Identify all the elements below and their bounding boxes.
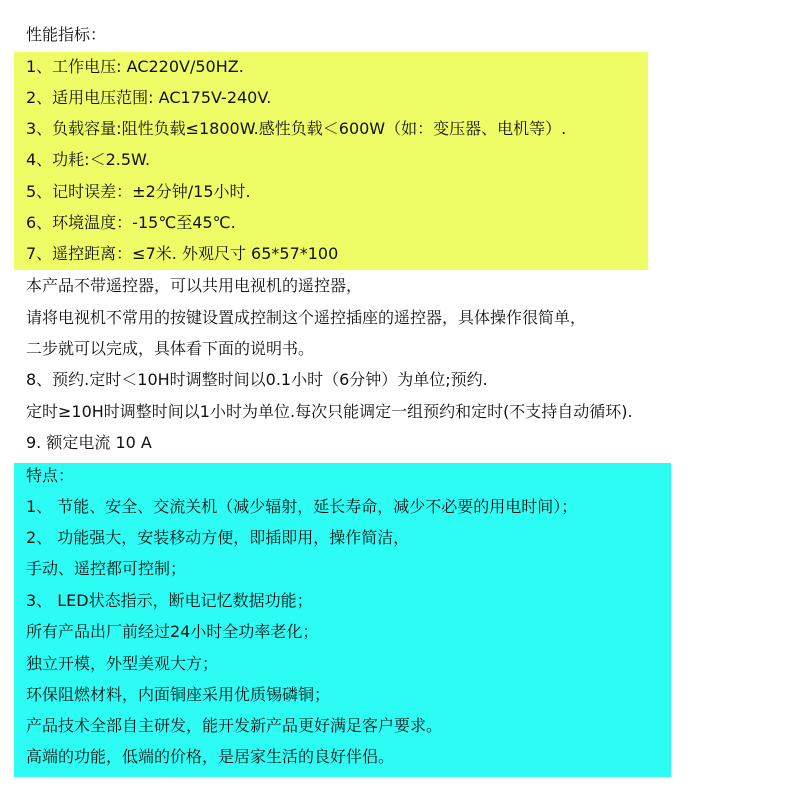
feature-line-7: 环保阻燃材料，内面铜座采用优质锡磷铜； [26,685,331,704]
spec-line-5: 5、记时误差：±2分钟/15小时. [26,182,251,201]
note-line-3: 二步就可以完成，具体看下面的说明书。 [26,339,315,358]
note-line-1: 本产品不带遥控器，可以共用电视机的遥控器， [26,276,363,295]
spec-line-3: 3、负载容量:阻性负载≤1800W.感性负载＜600W（如：变压器、电机等）. [26,119,567,138]
spec-line-7: 7、遥控距离：≤7米. 外观尺寸 65*57*100 [26,244,339,263]
feature-line-4: 3、 LED状态指示，断电记忆数据功能； [26,591,313,610]
note-line-6: 9. 额定电流 10 A [26,433,152,452]
note-line-2: 请将电视机不常用的按键设置成控制这个遥控插座的遥控器，具体操作很简单， [26,308,587,327]
spec-line-4: 4、功耗:＜2.5W. [26,150,151,169]
feature-line-1: 1、 节能、安全、交流关机（减少辐射，延长寿命，减少不必要的用电时间）； [26,497,578,516]
note-line-4: 8、预约.定时＜10H时调整时间以0.1小时（6分钟）为单位;预约. [26,370,488,389]
note-line-5: 定时≥10H时调整时间以1小时为单位.每次只能调定一组预约和定时(不支持自动循环). [26,402,633,421]
feature-line-8: 产品技术全部自主研发，能开发新产品更好满足客户要求。 [26,716,443,735]
feature-line-3: 手动、遥控都可控制； [26,559,187,578]
features-heading: 特点： [26,466,75,485]
feature-line-5: 所有产品出厂前经过24小时全功率老化； [26,622,319,641]
spec-line-6: 6、环境温度：-15℃至45℃. [26,213,236,232]
spec-heading: 性能指标： [26,25,107,44]
spec-line-2: 2、适用电压范围: AC175V-240V. [26,88,272,107]
feature-line-9: 高端的功能，低端的价格，是居家生活的良好伴侣。 [26,747,395,766]
feature-line-2: 2、 功能强大，安装移动方便，即插即用，操作简洁， [26,528,410,547]
spec-line-1: 1、工作电压: AC220V/50HZ. [26,57,244,76]
feature-line-6: 独立开模，外型美观大方； [26,654,219,673]
